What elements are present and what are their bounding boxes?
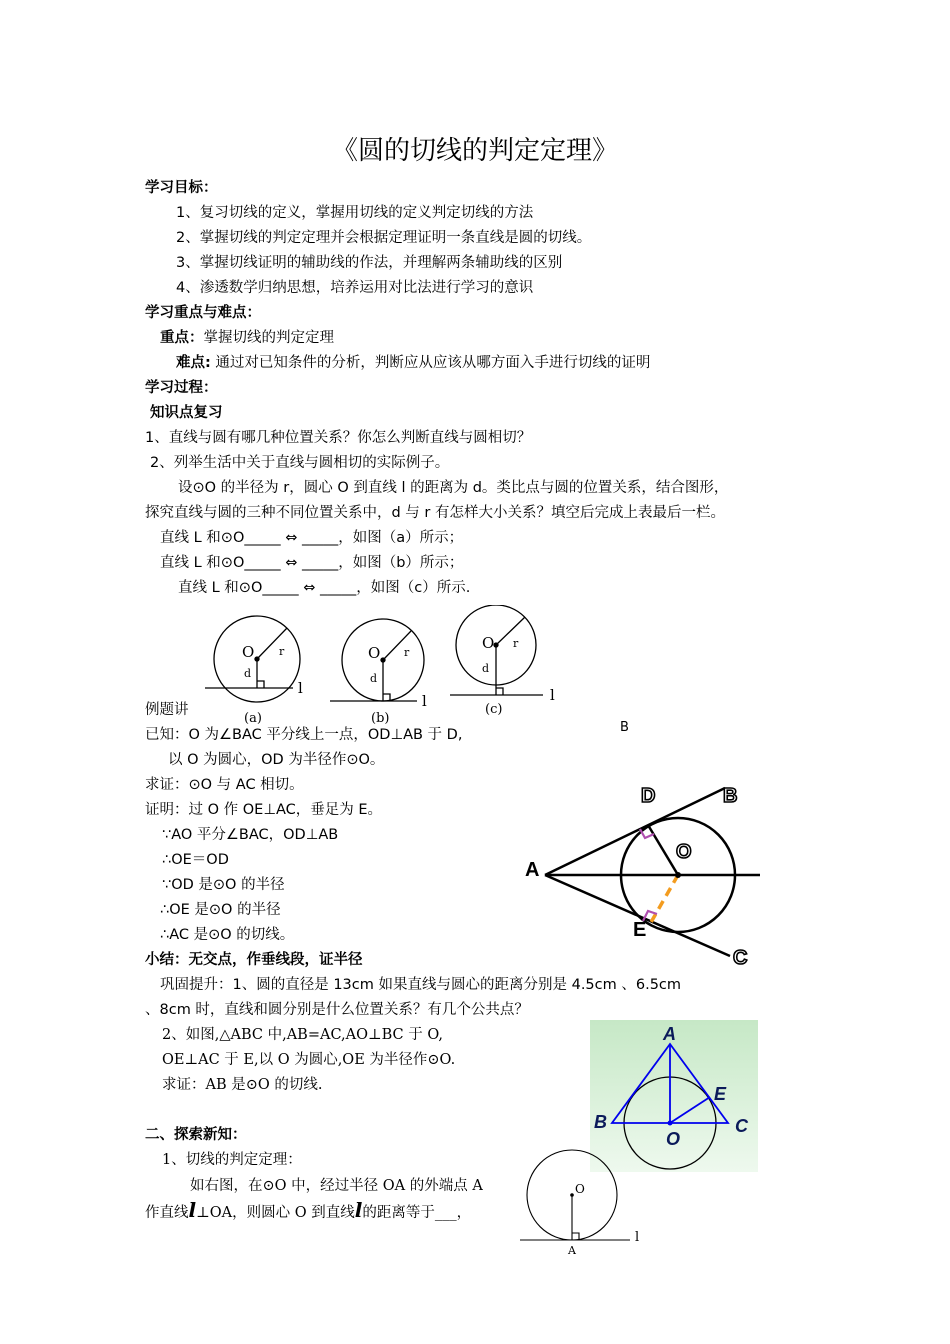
tri-label-e: E [714, 1084, 727, 1104]
focus-line [160, 328, 334, 348]
explore-text-2a: 作直线 [145, 1205, 189, 1221]
fig-c-line-label: l [550, 686, 555, 704]
explore-heading: 二、探索新知： [145, 1127, 247, 1143]
given-line-1: 已知：O 为∠BAC 平分线上一点，OD⊥AB 于 D, [145, 727, 463, 743]
objective-item: 4、渗透数学归纳思想，培养运用对比法进行学习的意识 [176, 280, 534, 296]
objectives-heading: 学习目标： [145, 180, 218, 196]
proof-step: ∴AC 是⊙O 的切线。 [160, 927, 295, 943]
tangent-fig-label-l: l [635, 1230, 640, 1245]
fig-label-c: C [733, 947, 748, 969]
tangent-fig-label-o: O [575, 1182, 585, 1196]
focus-text: 掌握切线的判定定理 [203, 330, 334, 346]
practice-line-2: 、8cm 时，直线和圆分别是什么位置关系？有几个公共点？ [145, 1002, 529, 1018]
fig-b-caption: (b) [371, 711, 390, 726]
process-heading: 学习过程： [145, 380, 218, 396]
tri-label-a: A [663, 1024, 676, 1044]
explore-text-1: 如右图，在⊙O 中，经过半径 OA 的外端点 A [190, 1178, 483, 1194]
line-symbol-l: l [354, 1198, 363, 1222]
tri-label-o: O [666, 1129, 681, 1149]
question-1: 1、直线与圆有哪几种位置关系？你怎么判断直线与圆相切？ [145, 430, 532, 446]
example-heading: 例题讲 [145, 702, 189, 718]
proof-step: ∴OE 是⊙O 的半径 [160, 902, 281, 918]
review-heading: 知识点复习 [150, 405, 223, 421]
fig-a-distance-label: d [244, 667, 252, 680]
key-points-heading: 学习重点与难点： [145, 305, 261, 321]
fig-label-e: E [633, 919, 647, 941]
explore-text-2 [145, 1200, 471, 1223]
fig-a-center-label: O [242, 643, 255, 661]
tri-label-c: C [735, 1116, 748, 1136]
practice-line-1: 巩固提升：1、圆的直径是 13cm 如果直线与圆心的距离分别是 4.5cm 、6.5cm [160, 977, 682, 993]
proof-step: ∴OE＝OD [162, 852, 229, 868]
line-symbol-l: l [188, 1198, 197, 1222]
explore-text-2b: ⊥OA，则圆心 O 到直线 [196, 1205, 355, 1221]
practice-line-4: OE⊥AC 于 E,以 O 为圆心,OE 为半径作⊙O. [162, 1052, 456, 1068]
fig-a-line-label: l [298, 679, 303, 697]
circle-position-figures [195, 605, 565, 727]
tangent-theorem-figure [515, 1145, 655, 1260]
angle-bisector-figure [515, 778, 775, 973]
fig-b-line-label: l [422, 692, 427, 710]
fig-c-radius-label: r [513, 637, 519, 650]
focus-label: 重点： [160, 330, 204, 346]
proof-step: ∵OD 是⊙O 的半径 [162, 877, 285, 893]
fill-blank-b: 直线 L 和⊙O_____ ⇔ _____，如图（b）所示； [160, 555, 464, 571]
given-line-2: 以 O 为圆心，OD 为半径作⊙O。 [168, 752, 385, 768]
proof-step: 证明：过 O 作 OE⊥AC，垂足为 E。 [145, 802, 383, 818]
fill-blank-c: 直线 L 和⊙O_____ ⇔ _____，如图（c）所示. [178, 580, 471, 596]
fig-label-o: O [676, 841, 692, 863]
fig-label-a: A [525, 859, 540, 881]
objective-item: 1、复习切线的定义，掌握用切线的定义判定切线的方法 [176, 205, 534, 221]
stray-label-b: B [620, 720, 629, 735]
practice-line-3: 2、如图,△ABC 中,AB=AC,AO⊥BC 于 O, [162, 1027, 444, 1043]
explore-item-1: 1、切线的判定定理： [162, 1152, 302, 1168]
fig-c-caption: (c) [485, 702, 503, 717]
fig-a-radius-label: r [279, 645, 285, 658]
fig-c-center-label: O [482, 634, 495, 652]
fill-blank-a: 直线 L 和⊙O_____ ⇔ _____，如图（a）所示； [160, 530, 464, 546]
dashed-oe-segment [650, 875, 678, 924]
fig-label-d: D [641, 785, 656, 807]
proof-step: ∵AO 平分∠BAC，OD⊥AB [162, 827, 339, 843]
paragraph-line-2: 探究直线与圆的三种不同位置关系中，d 与 r 有怎样大小关系？填空后完成上表最后一栏。 [145, 505, 725, 521]
fig-c-distance-label: d [482, 662, 490, 675]
tri-label-b: B [594, 1112, 607, 1132]
difficulty-label: 难点: [176, 355, 211, 371]
objective-item: 3、掌握切线证明的辅助线的作法，并理解两条辅助线的区别 [176, 255, 563, 271]
tangent-fig-label-a: A [568, 1244, 576, 1257]
objective-item: 2、掌握切线的判定定理并会根据定理证明一条直线是圆的切线。 [176, 230, 592, 246]
fig-a-caption: (a) [244, 711, 262, 726]
fig-label-b: B [723, 785, 738, 807]
difficulty-text: 通过对已知条件的分析，判断应从应该从哪方面入手进行切线的证明 [215, 355, 651, 371]
explore-text-2c: 的距离等于___， [362, 1205, 472, 1221]
question-2: 2、列举生活中关于直线与圆相切的实际例子。 [150, 455, 450, 471]
prove-line: 求证：⊙O 与 AC 相切。 [145, 777, 304, 793]
figure-c [450, 605, 543, 695]
fig-b-center-label: O [368, 644, 381, 662]
practice-line-5: 求证：AB 是⊙O 的切线. [162, 1077, 323, 1093]
fig-b-distance-label: d [370, 672, 378, 685]
fig-b-radius-label: r [404, 646, 410, 659]
page-title: 《圆的切线的判定定理》 [331, 136, 618, 166]
summary-line: 小结：无交点，作垂线段，证半径 [145, 952, 363, 968]
paragraph-line-1: 设⊙O 的半径为 r，圆心 O 到直线 l 的距离为 d。类比点与圆的位置关系，结合图形， [178, 480, 729, 496]
difficulty-line [176, 353, 650, 373]
